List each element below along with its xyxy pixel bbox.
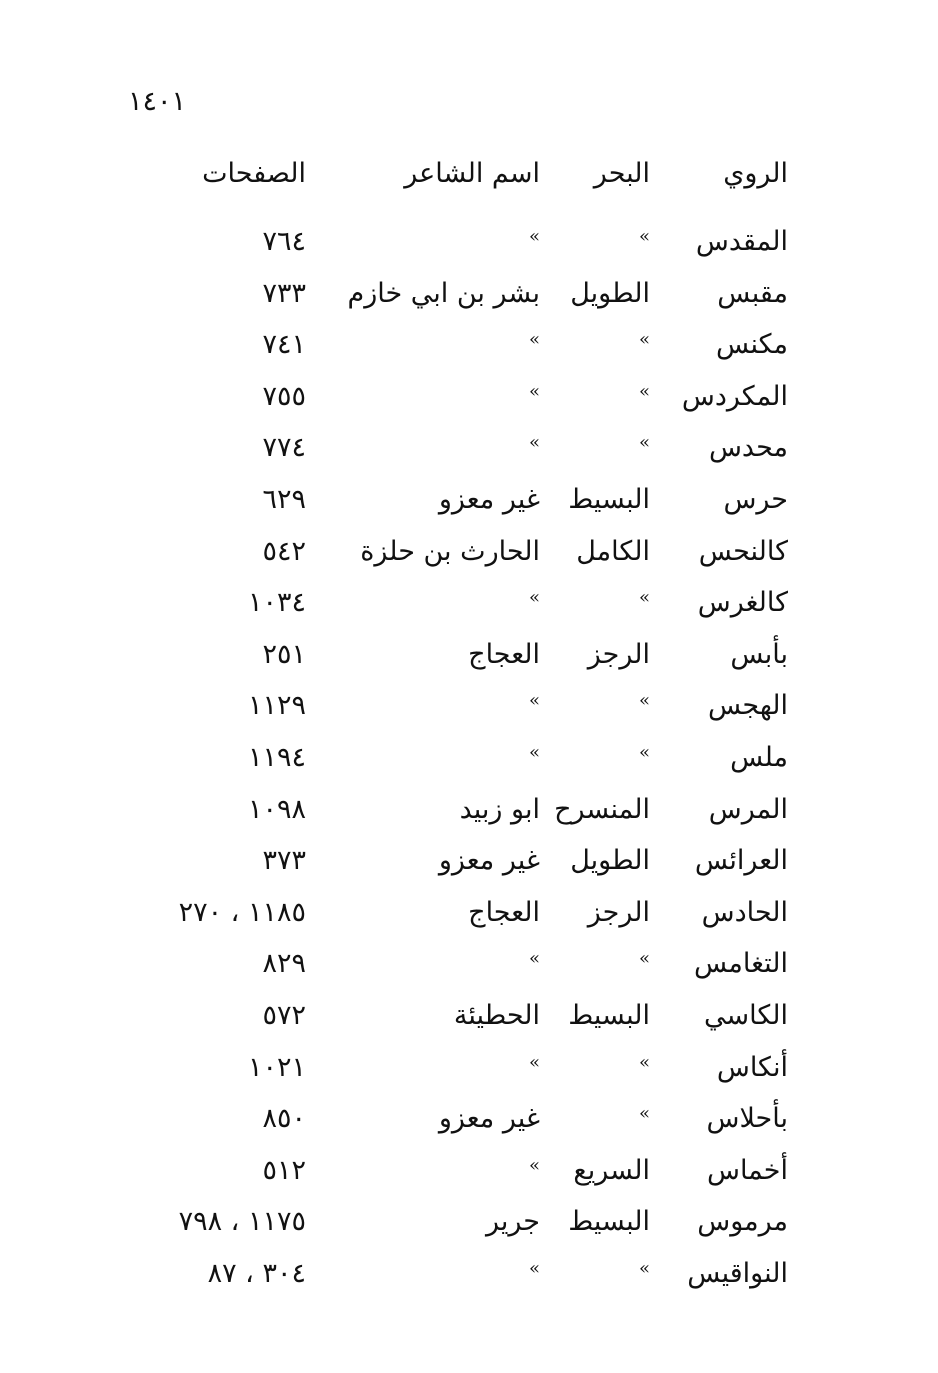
rawi-cell: مقبس (717, 278, 788, 309)
pages-cell: ٨٥٠ (262, 1103, 306, 1134)
pages-cell: ١٠٢١ (247, 1052, 306, 1083)
poet-cell: » (528, 1052, 540, 1073)
rawi-cell: مكنس (716, 329, 788, 360)
table-row (0, 690, 938, 740)
bahr-cell: المنسرح (554, 794, 650, 825)
pages-cell: ١٠٩٨ (247, 794, 306, 825)
table-row (0, 1206, 938, 1256)
poet-cell: » (528, 329, 540, 350)
table-row (0, 1000, 938, 1050)
rawi-cell: محدس (708, 432, 788, 463)
pages-cell: ٧٣٣ (262, 278, 306, 309)
pages-cell: ١٠٣٤ (247, 587, 306, 618)
poet-cell: ابو زبيد (459, 794, 540, 825)
poet-cell: » (528, 432, 540, 453)
bahr-cell: الكامل (576, 536, 650, 567)
bahr-cell: البسيط (568, 1206, 650, 1237)
bahr-cell: الطويل (570, 278, 650, 309)
rawi-cell: المرس (708, 794, 788, 825)
table-row (0, 1052, 938, 1102)
pages-cell: ٣٠٤ ، ٨٧ (207, 1258, 306, 1289)
pages-cell: ٥٤٢ (262, 536, 306, 567)
rawi-cell: العرائس (694, 845, 788, 876)
poet-cell: الحطيئة (453, 1000, 540, 1031)
table-row (0, 742, 938, 792)
table-header (0, 158, 938, 208)
pages-cell: ١١٧٥ ، ٧٩٨ (178, 1206, 306, 1237)
rawi-cell: المقدس (695, 226, 788, 257)
rawi-cell: المكردس (681, 381, 788, 412)
pages-cell: ١١٩٤ (247, 742, 306, 773)
poet-cell: » (528, 381, 540, 402)
table-row (0, 639, 938, 689)
table-row (0, 845, 938, 895)
poet-cell: غير معزو (438, 845, 540, 876)
bahr-cell: » (638, 587, 650, 608)
table-row (0, 329, 938, 379)
header-poet: اسم الشاعر (404, 158, 540, 189)
pages-cell: ٧٥٥ (262, 381, 306, 412)
rawi-cell: بأحلاس (706, 1103, 788, 1134)
poet-cell: » (528, 742, 540, 763)
table-row (0, 381, 938, 431)
bahr-cell: » (638, 1258, 650, 1279)
rawi-cell: أخماس (707, 1155, 788, 1186)
bahr-cell: البسيط (568, 1000, 650, 1031)
table-row (0, 794, 938, 844)
poet-cell: الحارث بن حلزة (360, 536, 540, 567)
table-row (0, 1258, 938, 1308)
poet-cell: » (528, 690, 540, 711)
rawi-cell: الحادس (701, 897, 788, 928)
bahr-cell: » (638, 948, 650, 969)
bahr-cell: » (638, 742, 650, 763)
rawi-cell: مرموس (697, 1206, 788, 1237)
bahr-cell: الرجز (587, 897, 650, 928)
bahr-cell: » (638, 1052, 650, 1073)
rawi-cell: كالنحس (698, 536, 788, 567)
pages-cell: ١١٨٥ ، ٢٧٠ (178, 897, 306, 928)
bahr-cell: » (638, 1103, 650, 1124)
poet-cell: جرير (486, 1206, 540, 1237)
header-rawi: الروي (723, 158, 788, 189)
pages-cell: ٢٥١ (262, 639, 306, 670)
pages-cell: ٧٦٤ (262, 226, 306, 257)
rawi-cell: أنكاس (716, 1052, 788, 1083)
pages-cell: ١١٢٩ (247, 690, 306, 721)
bahr-cell: » (638, 432, 650, 453)
table-row (0, 484, 938, 534)
pages-cell: ٧٤١ (262, 329, 306, 360)
poet-cell: العجاج (468, 639, 540, 670)
rawi-cell: بأبس (730, 639, 788, 670)
rawi-cell: حرس (723, 484, 788, 515)
bahr-cell: البسيط (568, 484, 650, 515)
pages-cell: ٦٢٩ (262, 484, 306, 515)
poet-cell: » (528, 1258, 540, 1279)
poet-cell: » (528, 587, 540, 608)
bahr-cell: » (638, 690, 650, 711)
table-row (0, 897, 938, 947)
table-row (0, 432, 938, 482)
rawi-cell: الكاسي (704, 1000, 788, 1031)
rawi-cell: النواقيس (687, 1258, 788, 1289)
pages-cell: ٣٧٣ (262, 845, 306, 876)
poet-cell: غير معزو (438, 1103, 540, 1134)
pages-cell: ٥١٢ (262, 1155, 306, 1186)
table-row (0, 226, 938, 276)
rawi-cell: الهجس (707, 690, 788, 721)
poet-cell: » (528, 948, 540, 969)
poet-cell: » (528, 226, 540, 247)
poet-cell: بشر بن ابي خازم (347, 278, 540, 309)
header-bahr: البحر (593, 158, 650, 189)
table-row (0, 536, 938, 586)
bahr-cell: الطويل (570, 845, 650, 876)
pages-cell: ٨٢٩ (262, 948, 306, 979)
table-row (0, 1103, 938, 1153)
table-row (0, 278, 938, 328)
rawi-cell: التغامس (693, 948, 788, 979)
bahr-cell: » (638, 226, 650, 247)
bahr-cell: السريع (573, 1155, 650, 1186)
poet-cell: العجاج (468, 897, 540, 928)
pages-cell: ٥٧٢ (262, 1000, 306, 1031)
rawi-cell: ملس (730, 742, 788, 773)
poet-cell: غير معزو (438, 484, 540, 515)
table-row (0, 587, 938, 637)
pages-cell: ٧٧٤ (262, 432, 306, 463)
header-pages: الصفحات (202, 158, 306, 189)
bahr-cell: » (638, 329, 650, 350)
rawi-cell: كالغرس (697, 587, 788, 618)
bahr-cell: » (638, 381, 650, 402)
poet-cell: » (528, 1155, 540, 1176)
table-row (0, 948, 938, 998)
page-number: ١٤٠١ (128, 86, 187, 117)
bahr-cell: الرجز (587, 639, 650, 670)
table-row (0, 1155, 938, 1205)
